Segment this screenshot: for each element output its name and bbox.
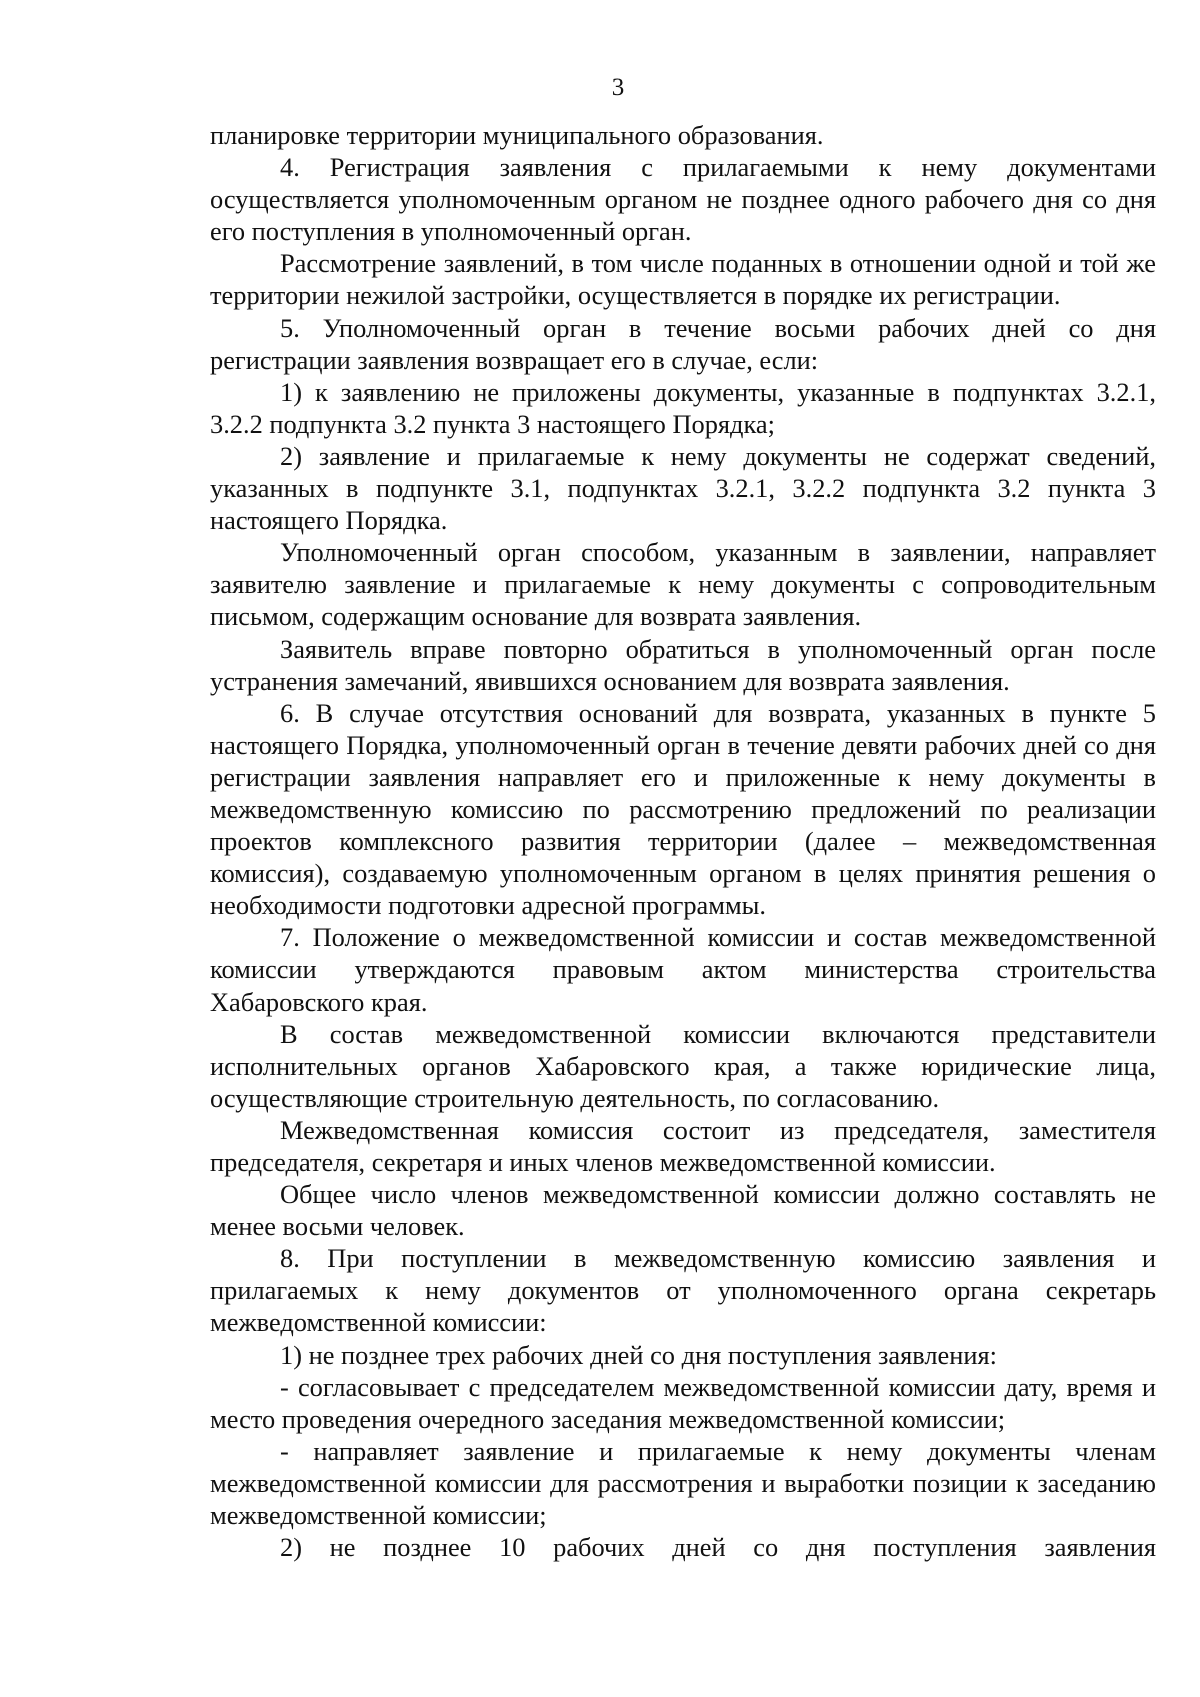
paragraph-item-7: 7. Положение о межведомственной комиссии и состав межведомственной комиссии утверждаются правовым актом министерства строительства Хабаровского края. xyxy=(210,922,1156,1017)
paragraph-item-8: 8. При поступлении в межведомственную комиссию заявления и прилагаемых к нему документов от уполномоченного органа секретарь межведомственной комиссии: xyxy=(210,1243,1156,1338)
document-body xyxy=(210,119,1156,1563)
paragraph-item-5: 5. Уполномоченный орган в течение восьми рабочих дней со дня регистрации заявления возвращает его в случае, если: xyxy=(210,312,1156,375)
paragraph-dash-agree-date: - согласовывает с председателем межведомственной комиссии дату, время и место проведения очередного заседания межведомственной комиссии; xyxy=(210,1371,1156,1434)
paragraph-subitem-8-1: 1) не позднее трех рабочих дней со дня поступления заявления: xyxy=(280,1339,997,1370)
paragraph-reapply: Заявитель вправе повторно обратиться в уполномоченный орган после устранения замечаний, явившихся основанием для возврата заявления. xyxy=(210,633,1156,696)
paragraph-subitem-8-2: 2) не позднее 10 рабочих дней со дня поступления заявления xyxy=(280,1532,1156,1563)
paragraph-item-4: 4. Регистрация заявления с прилагаемыми к нему документами осуществляется уполномоченным органом не позднее одного рабочего дня со дня его поступления в уполномоченный орган. xyxy=(210,152,1156,247)
page-number: 3 xyxy=(611,74,625,101)
paragraph-return-notice: Уполномоченный орган способом, указанным в заявлении, направляет заявителю заявление и прилагаемые к нему документы с сопроводительным письмом, содержащим основание для возврата заявления. xyxy=(210,537,1156,632)
paragraph-commission-members: В состав межведомственной комиссии включаются представители исполнительных органов Хабаровского края, а также юридические лица, осуществляющие строительную деятельность, по согласованию. xyxy=(210,1018,1156,1113)
paragraph-subitem-5-1: 1) к заявлению не приложены документы, указанные в подпунктах 3.2.1, 3.2.2 подпункта 3.2 пункта 3 настоящего Порядка; xyxy=(210,376,1156,439)
paragraph-commission-size: Общее число членов межведомственной комиссии должно составлять не менее восьми человек. xyxy=(210,1179,1156,1242)
paragraph-review-order: Рассмотрение заявлений, в том числе поданных в отношении одной и той же территории нежилой застройки, осуществляется в порядке их регистрации. xyxy=(210,248,1156,311)
paragraph-continuation: планировке территории муниципального образования. xyxy=(210,120,824,150)
paragraph-subitem-5-2: 2) заявление и прилагаемые к нему документы не содержат сведений, указанных в подпункте 3.1, подпунктах 3.2.1, 3.2.2 подпункта 3.2 пункта 3 настоящего Порядка. xyxy=(210,440,1156,536)
paragraph-item-6: 6. В случае отсутствия оснований для возврата, указанных в пункте 5 настоящего Порядка, уполномоченный орган в течение девяти рабочих дней со дня регистрации заявления направляет его и приложенные к нему документы в межведомственную комиссию по рассмотрению предложений по реализации проектов комплексного развития территории (далее – межведомственная комиссия), создаваемую уполномоченным органом в целях принятия решения о необходимости подготовки адресной программы. xyxy=(210,697,1156,921)
paragraph-commission-structure: Межведомственная комиссия состоит из председателя, заместителя председателя, секретаря и иных членов межведомственной комиссии. xyxy=(210,1114,1156,1177)
paragraph-dash-send-documents: - направляет заявление и прилагаемые к нему документы членам межведомственной комиссии для рассмотрения и выработки позиции к заседанию межведомственной комиссии; xyxy=(210,1435,1156,1531)
